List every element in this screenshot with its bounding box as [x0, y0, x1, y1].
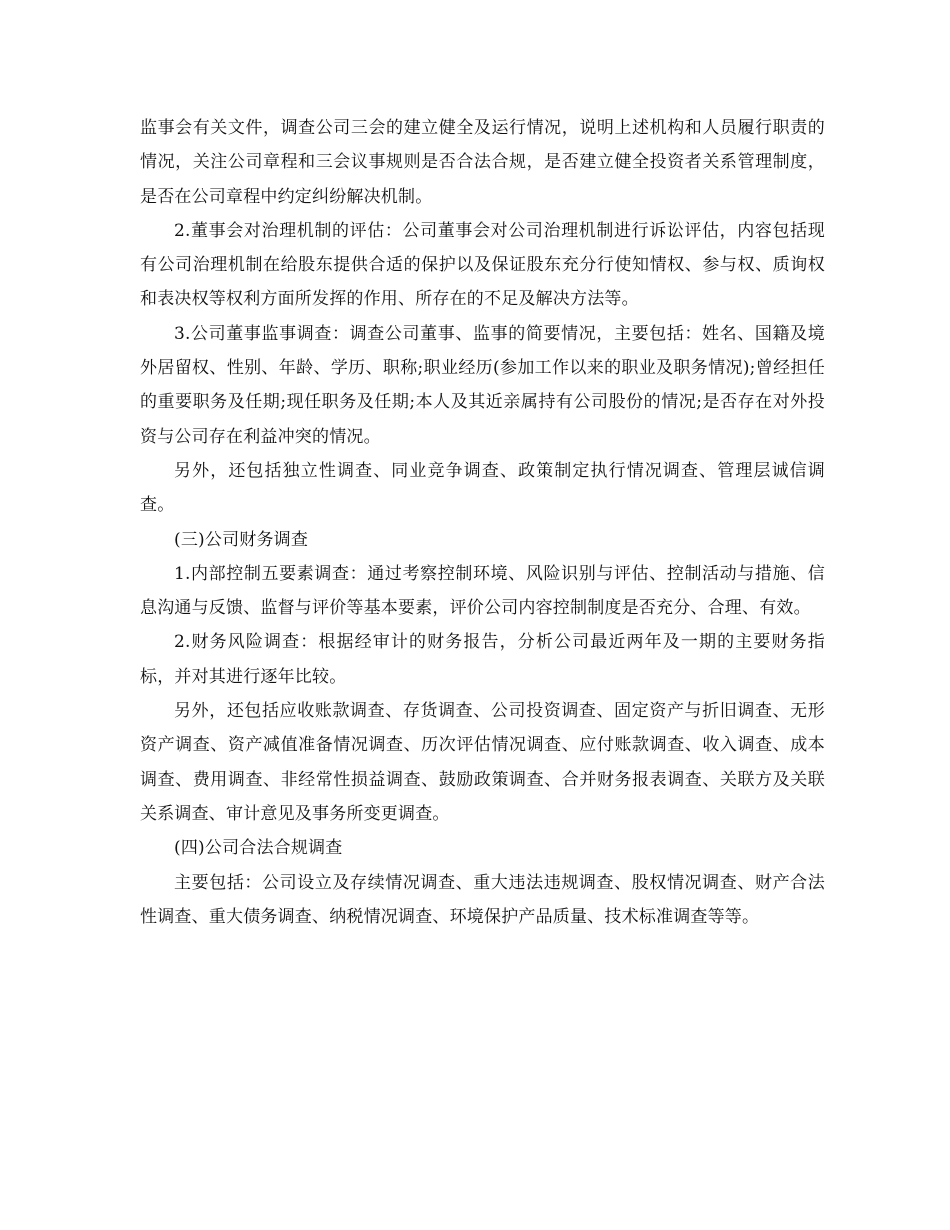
- paragraph-compliance-main: 主要包括：公司设立及存续情况调查、重大违法违规调查、股权情况调查、财产合法性调查、重大债务调查、纳税情况调查、环境保护产品质量、技术标准调查等等。: [140, 872, 825, 927]
- paragraph-director-survey: 3.公司董事监事调查：调查公司董事、监事的简要情况，主要包括：姓名、国籍及境外居留权、性别、年龄、学历、职称;职业经历(参加工作以来的职业及职务情况);曾经担任的重要职务及任期;现任职务及任期;本人及其近亲属持有公司股份的情况;是否存在对外投资与公司存在利益冲突的情况。: [140, 323, 825, 447]
- paragraph-finance-other: 另外，还包括应收账款调查、存货调查、公司投资调查、固定资产与折旧调查、无形资产调查、资产减值准备情况调查、历次评估情况调查、应付账款调查、收入调查、成本调查、费用调查、非经常性损益调查、鼓励政策调查、合并财务报表调查、关联方及关联关系调查、审计意见及事务所变更调查。: [140, 701, 825, 824]
- paragraph-governance-other: 另外，还包括独立性调查、同业竞争调查、政策制定执行情况调查、管理层诚信调查。: [140, 460, 825, 516]
- section-heading-compliance: (四)公司合法合规调查: [174, 838, 343, 859]
- paragraph-internal-control: 1.内部控制五要素调查：通过考察控制环境、风险识别与评估、控制活动与措施、信息沟通与反馈、监督与评价等基本要素，评价公司内容控制制度是否充分、合理、有效。: [140, 563, 825, 619]
- paragraph-financial-risk: 2.财务风险调查：根据经审计的财务报告，分析公司最近两年及一期的主要财务指标，并对其进行逐年比较。: [140, 632, 825, 687]
- paragraph-board-evaluation: 2.董事会对治理机制的评估：公司董事会对公司治理机制进行诉讼评估，内容包括现有公司治理机制在给股东提供合适的保护以及保证股东充分行使知情权、参与权、质询权和表决权等权利方面所发挥的作用、所存在的不足及解决方法等。: [140, 220, 825, 310]
- section-heading-finance: (三)公司财务调查: [174, 529, 309, 550]
- document-body: [140, 111, 825, 934]
- paragraph-continuation: 监事会有关文件，调查公司三会的建立健全及运行情况，说明上述机构和人员履行职责的情况，关注公司章程和三会议事规则是否合法合规，是否建立健全投资者关系管理制度，是否在公司章程中约定纠纷解决机制。: [140, 118, 825, 207]
